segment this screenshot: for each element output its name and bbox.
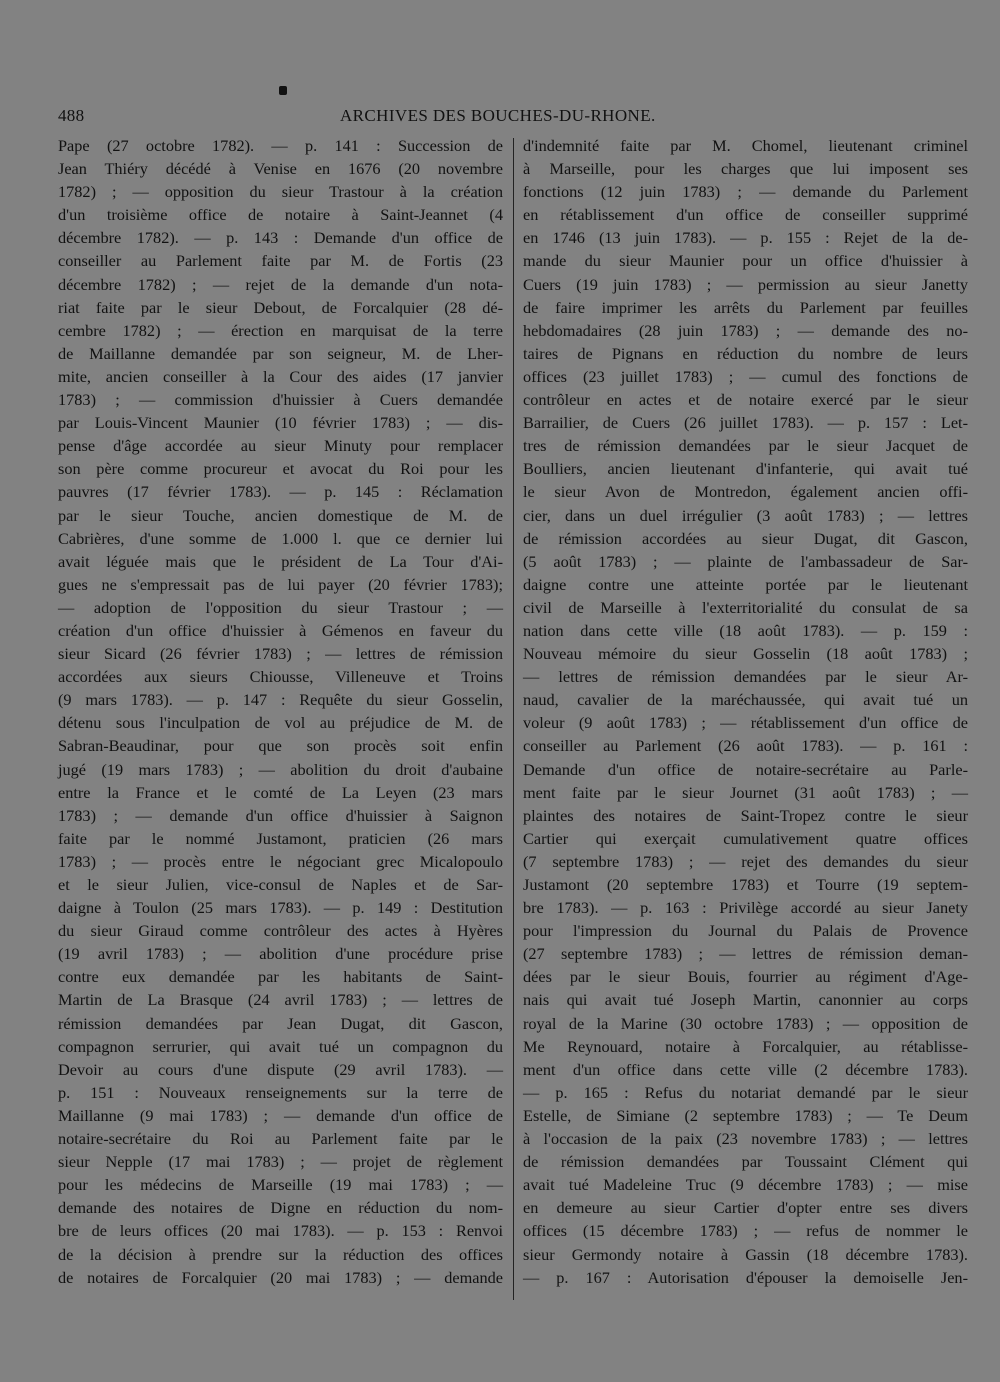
text-line [523,619,968,642]
text-line [523,758,968,781]
text-line-content: jugé (19 mars 1783) ; — abolition du droit d'aubaine [58,759,503,779]
text-line [58,203,503,226]
text-line-content: 1782) ; — opposition du sieur Trastour à la création [58,182,503,202]
text-line-content: en rétablissement d'un office de conseiller supprimé [523,205,968,225]
text-line [58,573,503,596]
text-line [523,1243,968,1266]
text-line [58,1196,503,1219]
text-line-content: naud, cavalier de la maréchaussée, qui avait tué un [523,690,968,710]
running-title: ARCHIVES DES BOUCHES-DU-RHONE. [340,106,656,125]
text-line-content: (9 mars 1783). — p. 147 : Requête du sieur Gosselin, [58,690,503,710]
text-line-content: conseiller au Parlement (26 août 1783). — p. 161 : [523,736,968,756]
text-line-content: à l'occasion de la paix (23 novembre 1783) ; — lettres [523,1129,968,1149]
text-line [58,296,503,319]
text-line [523,365,968,388]
text-line [58,711,503,734]
text-line [523,226,968,249]
text-line [58,919,503,942]
text-line-content: — p. 167 : Autorisation d'épouser la demoiselle Jen- [523,1267,968,1287]
right-text-column [523,134,968,1289]
text-line-content: Me Reynouard, notaire à Forcalquier, au rétablisse- [523,1036,968,1056]
text-line-content: Devoir au cours d'une dispute (29 avril 1783). — [58,1059,503,1079]
text-line-content: tres de rémission demandées par le sieur Jacquet de [523,436,968,456]
text-line [523,850,968,873]
text-line [58,457,503,480]
text-line [523,665,968,688]
text-line [523,1035,968,1058]
text-line [523,873,968,896]
text-line-content: sieur Sicard (26 février 1783) ; — lettres de rémission [58,644,503,664]
text-line-content: Estelle, de Simiane (2 septembre 1783) ; — Te Deum [523,1105,968,1125]
left-text-column [58,134,503,1289]
text-line [523,1081,968,1104]
text-line-content: avait léguée mais que le président de La Tour d'Ai- [58,551,503,571]
text-line-content: Cartier qui exerçait cumulativement quatre offices [523,828,968,848]
text-line-content: — p. 165 : Refus du notariat demandé par le sieur [523,1082,968,1102]
text-line [523,249,968,272]
text-line [58,134,503,157]
text-line [58,850,503,873]
page-number: 488 [58,106,85,125]
text-line [58,388,503,411]
text-line-content: et le sieur Julien, vice-consul de Naples et de Sar- [58,875,503,894]
text-line [58,1266,503,1289]
text-line [58,180,503,203]
text-line-content: cier, dans un duel irrégulier (3 août 1783) ; — lettres [523,505,968,525]
text-line [58,873,503,896]
text-line [523,896,968,919]
text-line [58,365,503,388]
text-line-content: Jean Thiéry décédé à Venise en 1676 (20 novembre [58,159,503,179]
text-line-content: compagnon serrurier, qui avait tué un compagnon du [58,1036,503,1056]
text-line [58,504,503,527]
text-line-content: offices (15 décembre 1783) ; — refus de nommer le [523,1221,968,1241]
column-divider [513,138,514,1300]
text-line-content: à Marseille, pour les charges que lui imposent ses [523,159,968,179]
page-header [58,106,968,130]
text-line [523,827,968,850]
text-line [58,434,503,457]
text-line-content: mite, ancien conseiller à la Cour des aides (17 janvier [58,366,503,386]
text-line [58,642,503,665]
text-line [523,480,968,503]
text-line [58,226,503,249]
text-line-content: mande du sieur Maunier pour un office d'huissier à [523,251,968,271]
text-line-content: par le sieur Touche, ancien domestique de M. de [58,505,503,525]
text-line-content: voleur (9 août 1783) ; — rétablissement d'un office de [523,713,968,733]
text-line [523,296,968,319]
text-line [523,1012,968,1035]
text-line [523,1196,968,1219]
text-line [523,688,968,711]
text-line-content: civil de Marseille à l'exterritorialité du consulat de sa [523,597,968,617]
text-line [523,1266,968,1289]
text-line [523,134,968,157]
text-line-content: hebdomadaires (28 juin 1783) ; — demande des no- [523,320,968,340]
text-line-content: en demeure au sieur Cartier d'opter entre ses divers [523,1198,968,1218]
text-line [523,1173,968,1196]
text-line [58,688,503,711]
text-line [523,965,968,988]
text-line [523,919,968,942]
text-line-content: bre de leurs offices (20 mai 1783). — p. 153 : Renvoi [58,1221,503,1241]
text-line-content: Pape (27 octobre 1782). — p. 141 : Succession de [58,136,503,155]
text-line-content: de la décision à prendre sur la réduction des offices [58,1244,503,1264]
text-line [58,988,503,1011]
text-line-content: Cuers (19 juin 1783) ; — permission au sieur Janetty [523,274,968,294]
text-line [58,1104,503,1127]
text-line [58,942,503,965]
text-line-content: sieur Germondy notaire à Gassin (18 décembre 1783). [523,1244,968,1264]
text-line-content: conseiller au Parlement faite par M. de Fortis (23 [58,251,503,271]
text-line-content: royal de la Marine (30 octobre 1783) ; — opposition de [523,1013,968,1033]
text-line [523,157,968,180]
text-line [58,619,503,642]
text-line-content: de rémission accordées au sieur Dugat, dit Gascon, [523,528,968,548]
text-line [58,480,503,503]
text-line-content: Nouveau mémoire du sieur Gosselin (18 août 1783) ; [523,644,968,664]
text-line-content: création d'un office d'huissier à Gémenos en faveur du [58,620,503,640]
text-line [58,758,503,781]
text-line-content: (5 août 1783) ; — plainte de l'ambassadeur de Sar- [523,551,968,571]
text-line-content: accordées aux sieurs Chiousse, Villeneuve et Troins [58,667,503,687]
text-line-content: du sieur Giraud comme contrôleur des actes à Hyères [58,921,503,941]
text-line [58,1081,503,1104]
text-line [523,319,968,342]
text-line [58,1173,503,1196]
text-line-content: faite par le nommé Justamont, praticien (26 mars [58,828,503,848]
text-line [523,388,968,411]
text-line-content: ment d'un office dans cette ville (2 décembre 1783). [523,1059,968,1079]
text-line-content: Martin de La Brasque (24 avril 1783) ; — lettres de [58,990,503,1010]
text-line-content: demande des notaires de Digne en réduction du nom- [58,1198,503,1218]
text-line [58,1219,503,1242]
text-line [58,157,503,180]
text-line [58,527,503,550]
text-line-content: (27 septembre 1783) ; — lettres de rémission deman- [523,944,968,964]
text-line [523,642,968,665]
text-line-content: Boulliers, ancien lieutenant d'infanterie, qui avait tué [523,459,968,479]
text-line-content: pense d'âge accordée au sieur Minuty pour remplacer [58,436,503,456]
text-line-content: pour l'impression du Journal du Palais de Provence [523,921,968,941]
text-line-content: en 1746 (13 juin 1783). — p. 155 : Rejet de la de- [523,228,968,248]
text-line [58,734,503,757]
text-line-content: cembre 1782) ; — érection en marquisat de la terre [58,320,503,340]
text-line [58,273,503,296]
text-line [523,711,968,734]
text-line-content: contre eux demandée par les habitants de Saint- [58,967,503,987]
text-line-content: de rémission demandées par Toussaint Clément qui [523,1152,968,1172]
text-line-content: décembre 1782) ; — rejet de la demande d'un nota- [58,274,503,294]
text-line-content: notaire-secrétaire du Roi au Parlement faite par le [58,1129,503,1149]
text-line-content: détenu sous l'inculpation de vol au préjudice de M. de [58,713,503,733]
text-line-content: d'indemnité faite par M. Chomel, lieutenant criminel [523,136,968,155]
text-line [58,596,503,619]
text-line-content: p. 151 : Nouveaux renseignements sur la terre de [58,1082,503,1102]
text-line-content: Cabrières, d'une somme de 1.000 l. que ce dernier lui [58,528,503,548]
text-line-content: de Maillanne demandée par son seigneur, M. de Lher- [58,343,503,363]
text-line-content: offices (23 juillet 1783) ; — cumul des fonctions de [523,366,968,386]
text-line [523,781,968,804]
text-line-content: contrôleur en actes et de notaire exercé par le sieur [523,390,968,410]
text-line-content: 1783) ; — procès entre le négociant grec Micalopoulo [58,851,503,871]
text-line-content: riat faite par le sieur Debout, de Forcalquier (28 dé- [58,297,503,317]
text-line [58,781,503,804]
text-line-content: daigne à Toulon (25 mars 1783). — p. 149 : Destitution [58,898,503,918]
text-line [523,457,968,480]
text-line [58,1150,503,1173]
text-line [523,411,968,434]
text-line [523,434,968,457]
text-line-content: — lettres de rémission demandées par le sieur Ar- [523,667,968,687]
text-line [58,896,503,919]
text-line-content: avait tué Madeleine Truc (9 décembre 1783) ; — mise [523,1175,968,1195]
text-line [58,411,503,434]
text-line [58,827,503,850]
text-line [523,573,968,596]
text-line-content: taires de Pignans en réduction du nombre de leurs [523,343,968,363]
text-line [523,1127,968,1150]
text-line [523,1150,968,1173]
text-line-content: rémission demandées par Jean Dugat, dit Gascon, [58,1013,503,1033]
text-line-content: Demande d'un office de notaire-secrétaire au Parle- [523,759,968,779]
text-line-content: pauvres (17 février 1783). — p. 145 : Réclamation [58,482,503,502]
ink-dot [279,86,287,95]
text-line [58,804,503,827]
text-line-content: pour les médecins de Marseille (19 mai 1783) ; — [58,1175,503,1195]
text-line [523,504,968,527]
text-line-content: (7 septembre 1783) ; — rejet des demandes du sieur [523,851,968,871]
text-line [58,249,503,272]
text-line [523,596,968,619]
text-line [58,1058,503,1081]
text-line-content: son père comme procureur et avocat du Roi pour les [58,459,503,479]
text-line [523,988,968,1011]
text-line [58,965,503,988]
text-line [523,1104,968,1127]
text-line [523,804,968,827]
text-line [58,1035,503,1058]
text-line-content: nais qui avait tué Joseph Martin, canonnier au corps [523,990,968,1010]
text-line [58,1243,503,1266]
text-line [523,550,968,573]
text-line [523,203,968,226]
text-line-content: — adoption de l'opposition du sieur Trastour ; — [58,597,503,617]
text-line-content: de notaires de Forcalquier (20 mai 1783) ; — demande [58,1267,503,1287]
text-line-content: de faire imprimer les arrêts du Parlement par feuilles [523,297,968,317]
text-line [58,1127,503,1150]
text-line [58,550,503,573]
text-line [523,273,968,296]
text-line [58,1012,503,1035]
text-line-content: Justamont (20 septembre 1783) et Tourre (19 septem- [523,875,968,894]
text-line-content: le sieur Avon de Montredon, également ancien offi- [523,482,968,502]
text-line-content: sieur Nepple (17 mai 1783) ; — projet de règlement [58,1152,503,1172]
text-line-content: dées par le sieur Bouis, fourrier au régiment d'Age- [523,967,968,987]
text-line-content: d'un troisième office de notaire à Saint-Jeannet (4 [58,205,503,225]
text-line-content: bre 1783). — p. 163 : Privilège accordé au sieur Janety [523,898,968,918]
text-line [58,665,503,688]
text-line-content: Sabran-Beaudinar, pour que son procès soit enfin [58,736,503,756]
text-line-content: gues ne s'empressait pas de lui payer (20 février 1783); [58,574,503,594]
text-line [523,942,968,965]
text-line-content: fonctions (12 juin 1783) ; — demande du Parlement [523,182,968,202]
text-line-content: décembre 1782). — p. 143 : Demande d'un office de [58,228,503,248]
text-line-content: Barrailier, de Cuers (26 juillet 1783). — p. 157 : Let- [523,413,968,433]
text-line [523,527,968,550]
text-line-content: entre la France et le comté de La Leyen (23 mars [58,782,503,802]
text-line-content: daigne contre une atteinte portée par le lieutenant [523,574,968,594]
text-line [523,342,968,365]
text-line [58,342,503,365]
text-line [523,180,968,203]
text-line-content: ment faite par le sieur Journet (31 août 1783) ; — [523,782,968,802]
text-line [523,1219,968,1242]
text-line [58,319,503,342]
text-line-content: plaintes des notaires de Saint-Tropez contre le sieur [523,805,968,825]
text-line-content: nation dans cette ville (18 août 1783). — p. 159 : [523,620,968,640]
text-line-content: 1783) ; — commission d'huissier à Cuers demandée [58,390,503,410]
text-line-content: par Louis-Vincent Maunier (10 février 1783) ; — dis- [58,413,503,433]
text-line-content: 1783) ; — demande d'un office d'huissier à Saignon [58,805,503,825]
text-line [523,1058,968,1081]
text-line [523,734,968,757]
text-line-content: (19 avril 1783) ; — abolition d'une procédure prise [58,944,503,964]
text-line-content: Maillanne (9 mai 1783) ; — demande d'un office de [58,1105,503,1125]
